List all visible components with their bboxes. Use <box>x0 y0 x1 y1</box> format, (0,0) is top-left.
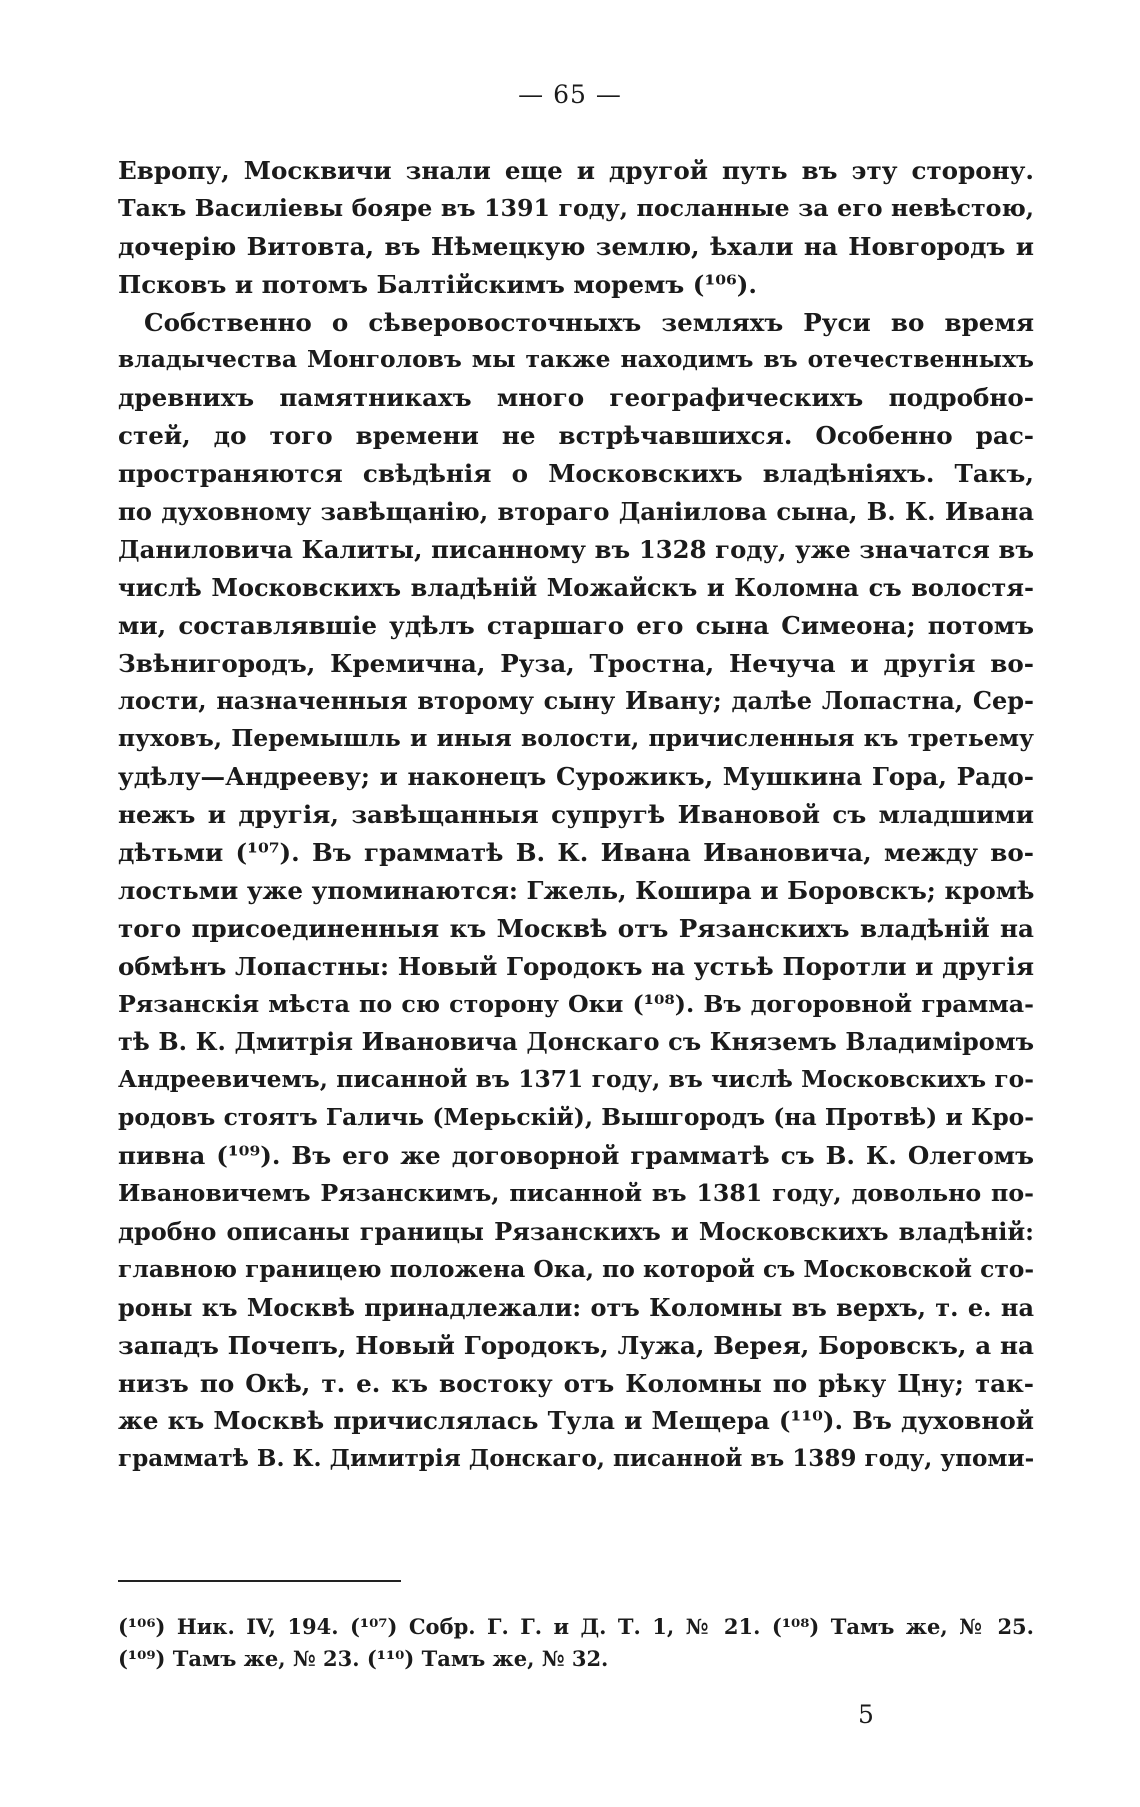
footnote-divider <box>118 1580 401 1582</box>
text-line: Звѣнигородъ, Кремична, Руза, Тростна, Нечуча и другія во- <box>118 648 1034 678</box>
text-line: дѣтьми (¹⁰⁷). Въ грамматѣ В. К. Ивана Ивановича, между во- <box>118 838 1034 868</box>
footnotes <box>118 1611 1034 1675</box>
text-line: Такъ Василіевы бояре въ 1391 году, посланные за его невѣстою, <box>118 193 1034 222</box>
text-line: родовъ стоятъ Галичь (Мерьскій), Вышгородъ (на Протвѣ) и Кро- <box>118 1103 1034 1132</box>
footnote-line: (¹⁰⁶) Ник. IV, 194. (¹⁰⁷) Собр. Г. Г. и Д. Т. 1, № 21. (¹⁰⁸) Тамъ же, № 25. <box>118 1614 1034 1639</box>
text-line: Даниловича Калиты, писанному въ 1328 году, уже значатся въ <box>118 534 1034 564</box>
text-line: Рязанскія мѣста по сю сторону Оки (¹⁰⁸). Въ догоровной граммa- <box>118 989 1034 1018</box>
text-line: удѣлу—Андрееву; и наконецъ Сурожикъ, Мушкина Гора, Радо- <box>118 762 1034 792</box>
signature-mark: 5 <box>858 1700 874 1729</box>
main-text <box>118 152 1034 1478</box>
text-line: Европу, Москвичи знали еще и другой путь въ эту сторону. <box>118 156 1034 185</box>
text-line: дочерію Витовта, въ Нѣмецкую землю, ѣхали на Новгородъ и <box>118 231 1034 261</box>
text-line: низъ по Окѣ, т. е. къ востоку отъ Коломны по рѣку Цну; так- <box>118 1368 1034 1398</box>
text-line: роны къ Москвѣ принадлежали: отъ Коломны въ верхъ, т. е. на <box>118 1292 1034 1322</box>
text-line: по духовному завѣщанію, втораго Даніилова сына, В. К. Ивана <box>118 497 1034 527</box>
text-line: дробно описаны границы Рязанскихъ и Московскихъ владѣній: <box>118 1216 1034 1246</box>
text-line: обмѣнъ Лопастны: Новый Городокъ на устьѣ Поротли и другія <box>118 951 1034 981</box>
text-line: Ивановичемъ Рязанскимъ, писанной въ 1381 году, довольно по- <box>118 1179 1034 1208</box>
text-line: древнихъ памятникахъ много географическихъ подробно- <box>118 383 1034 413</box>
text-line: тѣ В. К. Дмитрія Ивановича Донскаго съ Княземъ Владиміромъ <box>118 1027 1034 1057</box>
text-line: западъ Почепъ, Новый Городокъ, Лужа, Верея, Боровскъ, а на <box>118 1330 1034 1360</box>
footnote-line: (¹⁰⁹) Тамъ же, № 23. (¹¹⁰) Тамъ же, № 32. <box>118 1646 609 1671</box>
text-line: пуховъ, Перемышль и иныя волости, причисленныя къ третьему <box>118 724 1034 753</box>
text-line: Псковъ и потомъ Балтійскимъ моремъ (¹⁰⁶). <box>118 269 757 299</box>
text-line: нежъ и другія, завѣщанныя супругѣ Ивановой съ младшими <box>118 800 1034 830</box>
text-line: пространяются свѣдѣнія о Московскихъ владѣніяхъ. Такъ, <box>118 459 1034 489</box>
text-line: того присоединенныя къ Москвѣ отъ Рязанскихъ владѣній на <box>118 913 1034 943</box>
page-number-header: — 65 — <box>518 80 622 109</box>
text-line: же къ Москвѣ причислялась Тула и Мещера (¹¹⁰). Въ духовной <box>118 1406 1034 1436</box>
text-line: ми, составлявшіе удѣлъ старшаго его сына Симеона; потомъ <box>118 610 1034 640</box>
text-line: главною границею положена Ока, по которой съ Московской сто- <box>118 1254 1035 1283</box>
text-line: стей, до того времени не встрѣчавшихся. Особенно рас- <box>118 421 1034 451</box>
text-line: Андреевичемъ, писанной въ 1371 году, въ числѣ Московскихъ го- <box>118 1065 1034 1094</box>
text-line: пивна (¹⁰⁹). Въ его же договорной грамматѣ съ В. К. Олегомъ <box>118 1141 1034 1171</box>
text-line: грамматѣ В. К. Димитрія Донскаго, писанной въ 1389 году, упоми- <box>118 1445 1035 1473</box>
text-line: числѣ Московскихъ владѣній Можайскъ и Коломна съ волостя- <box>118 572 1034 602</box>
text-line: лости, назначенныя второму сыну Ивану; далѣе Лопастна, Сер- <box>118 686 1034 716</box>
text-line: владычества Монголовъ мы также находимъ въ отечественныхъ <box>118 345 1034 374</box>
text-line: лостьми уже упоминаются: Гжель, Кошира и Боровскъ; кромѣ <box>118 875 1035 905</box>
text-line: Собственно о сѣверовосточныхъ земляхъ Руси во время <box>144 307 1034 337</box>
